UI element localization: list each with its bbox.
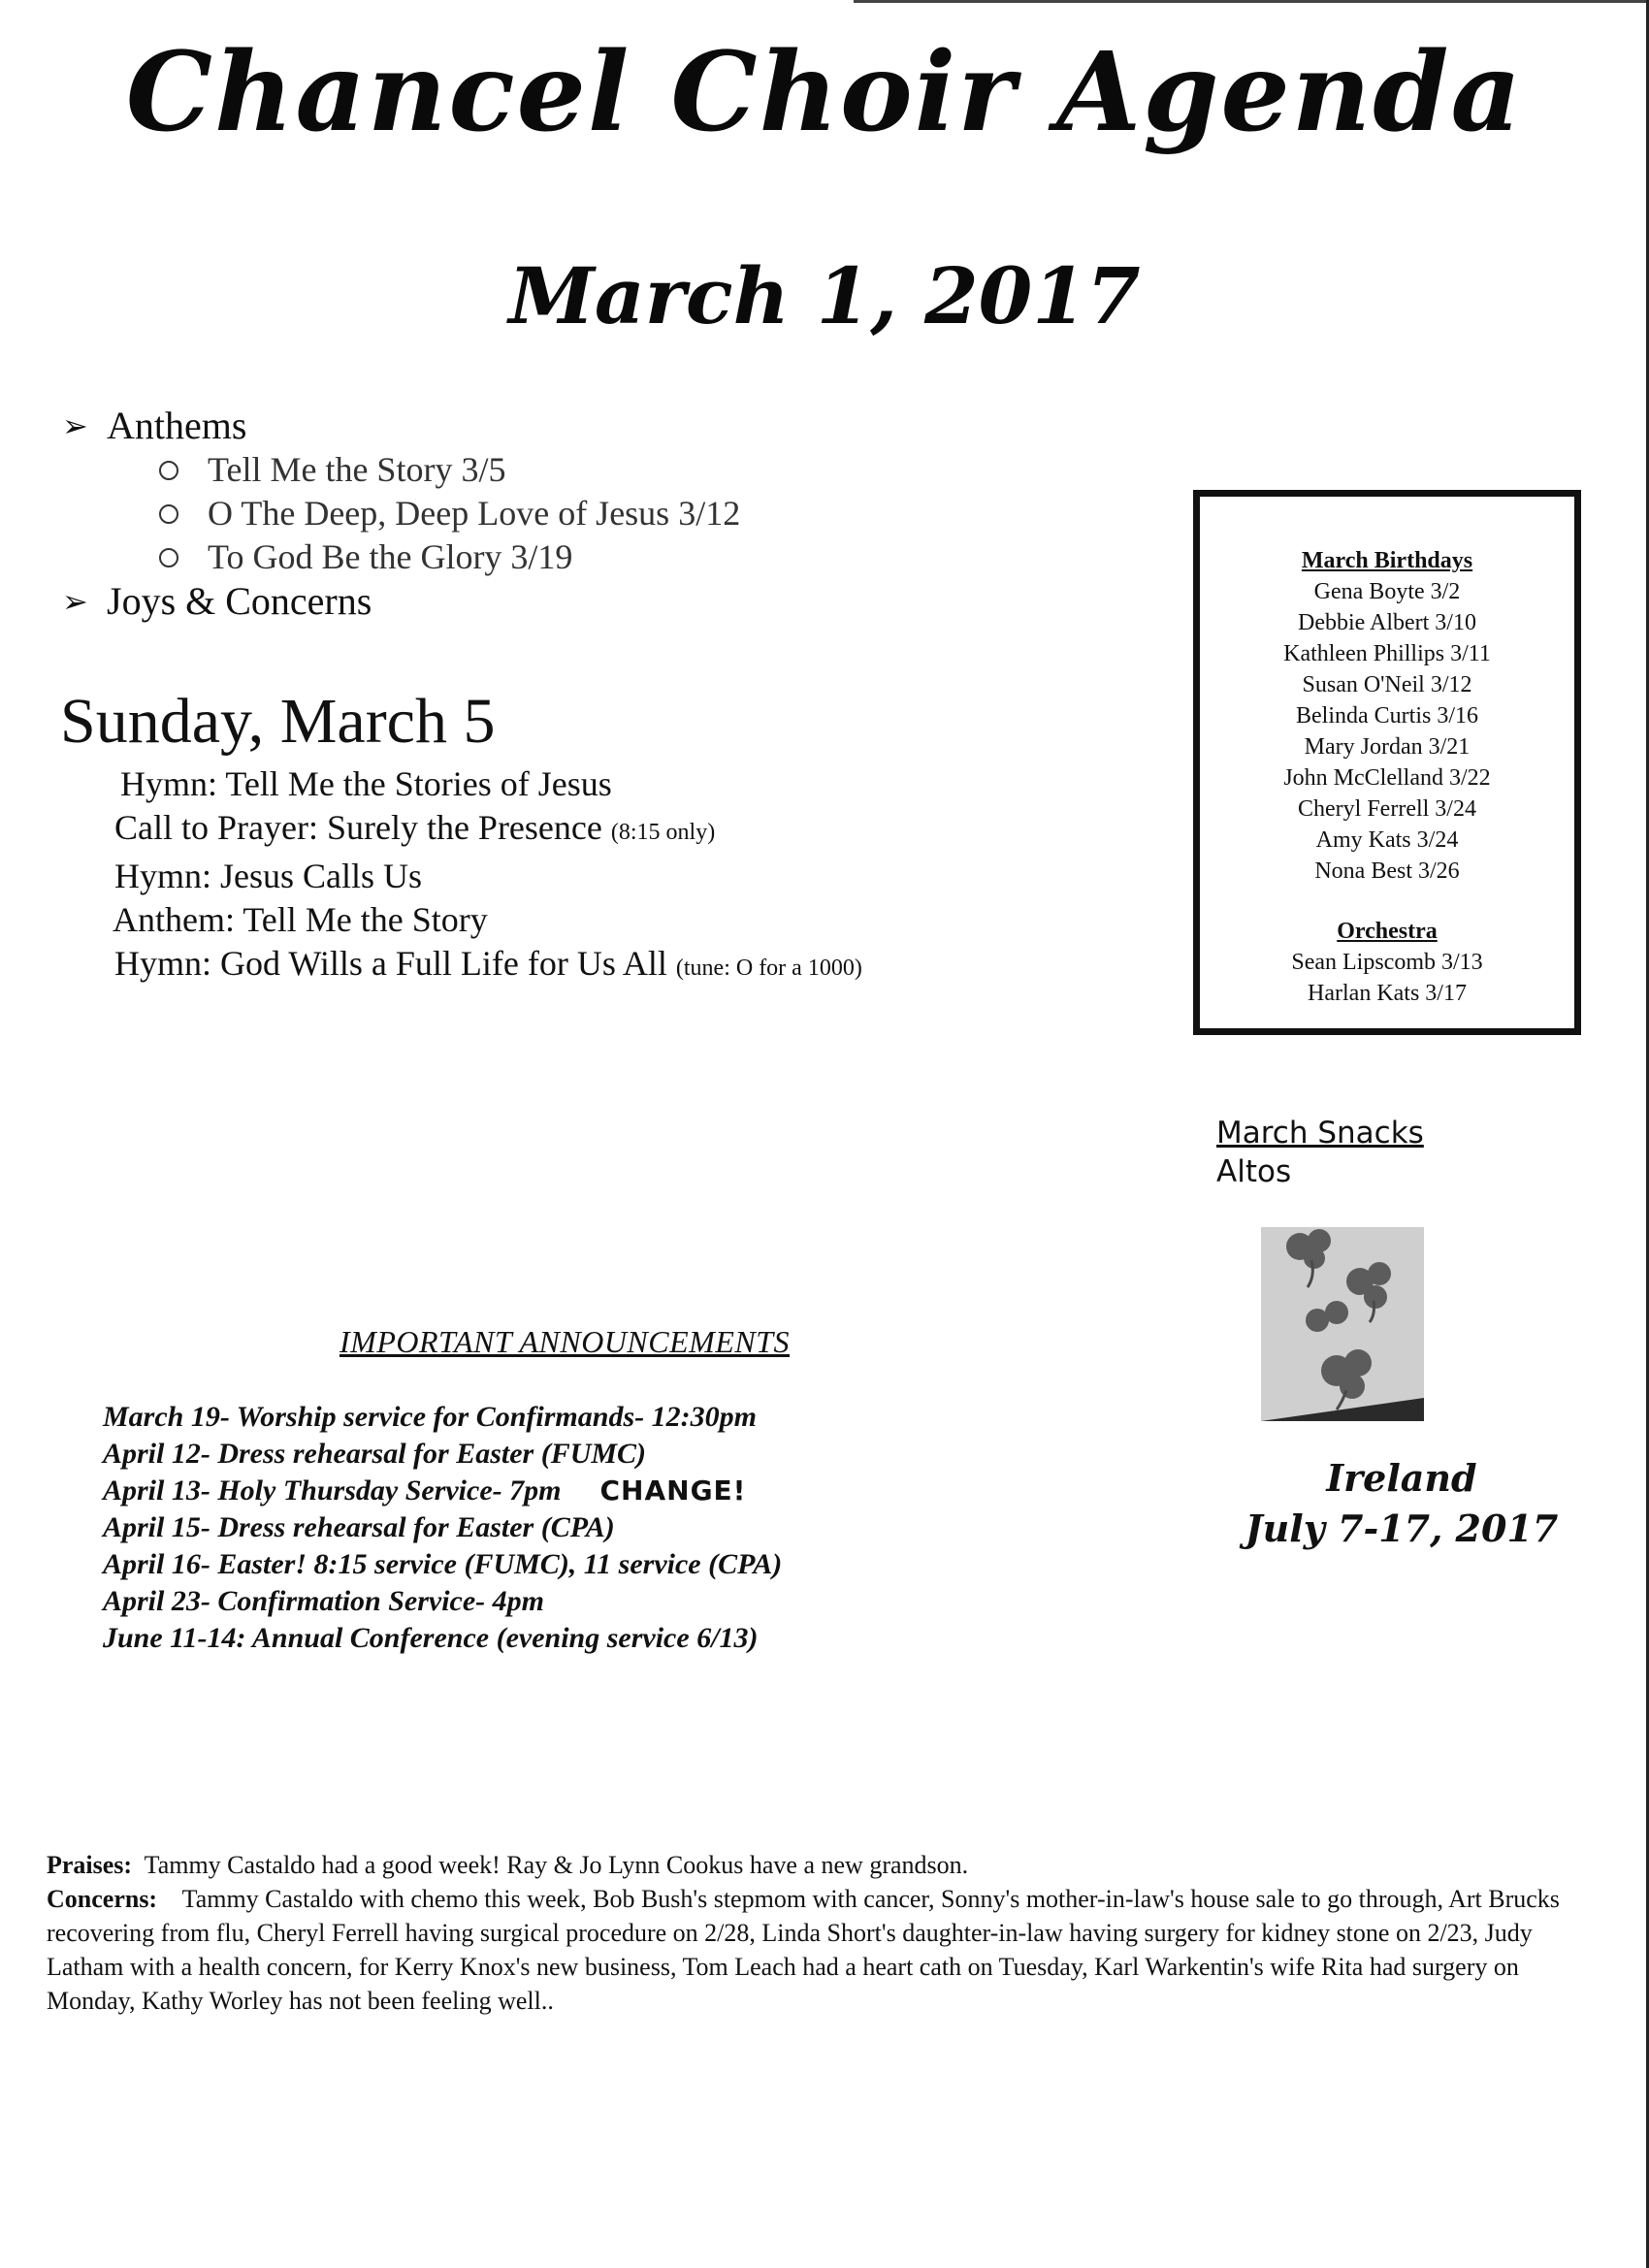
snacks-heading: March Snacks — [1216, 1116, 1424, 1150]
birthdays-box — [1193, 490, 1581, 1035]
snacks-block — [1216, 1114, 1424, 1191]
birthday-item: Amy Kats 3/24 — [1315, 827, 1459, 853]
announcements-heading: IMPORTANT ANNOUNCEMENTS — [340, 1324, 790, 1359]
anthems-list — [62, 448, 1129, 579]
service-line — [114, 942, 1084, 990]
arrow-bullet-icon: ➢ — [62, 408, 88, 443]
service-line-text: Call to Prayer: Surely the Presence — [114, 808, 611, 847]
praises-text: Tammy Castaldo had a good week! Ray & Jo Lynn Cookus have a new grandson. — [144, 1851, 969, 1879]
service-line — [114, 855, 1084, 898]
service-line — [114, 806, 1084, 855]
praises-label: Praises: — [47, 1851, 133, 1879]
birthdays-heading: March Birthdays — [1301, 548, 1473, 573]
circle-bullet-icon — [159, 461, 178, 480]
birthday-item: Kathleen Phillips 3/11 — [1283, 641, 1491, 666]
birthday-item: Debbie Albert 3/10 — [1298, 610, 1476, 635]
shamrock-image — [1261, 1227, 1424, 1421]
praises-paragraph — [47, 1848, 1560, 1882]
service-line-text: Hymn: Jesus Calls Us — [114, 857, 423, 895]
anthems-label: Anthems — [107, 404, 247, 447]
announcement-text: April 16- Easter! 8:15 service (FUMC), 11 service (CPA) — [103, 1548, 783, 1580]
snacks-group: Altos — [1216, 1154, 1292, 1189]
birthday-item: Cheryl Ferrell 3/24 — [1298, 796, 1476, 822]
concerns-label: Concerns: — [47, 1885, 158, 1913]
anthem-text: Tell Me the Story 3/5 — [208, 450, 506, 489]
page-edge-top — [854, 0, 1649, 3]
birthday-item: Mary Jordan 3/21 — [1304, 734, 1471, 760]
birthday-item: John McClelland 3/22 — [1283, 765, 1491, 791]
concerns-paragraph — [47, 1882, 1560, 2018]
announcement-text: April 15- Dress rehearsal for Easter (CPA) — [103, 1511, 615, 1543]
service-line — [113, 898, 1084, 942]
announcement-item — [103, 1473, 976, 1509]
service-line-note: (tune: O for a 1000) — [675, 956, 862, 981]
service-line-note: (8:15 only) — [610, 820, 716, 845]
birthday-item: Gena Boyte 3/2 — [1313, 579, 1461, 604]
page-title: Chancel Choir Agenda — [125, 29, 1524, 156]
announcement-item — [103, 1583, 976, 1620]
ireland-dates: July 7-17, 2017 — [1245, 1507, 1559, 1550]
announcement-text: April 13- Holy Thursday Service- 7pm — [103, 1474, 562, 1507]
announcements-list — [103, 1399, 976, 1657]
agenda-date: March 1, 2017 — [508, 250, 1141, 341]
orchestra-heading: Orchestra — [1337, 919, 1438, 944]
ireland-trip — [1203, 1453, 1600, 1554]
service-line-text: Anthem: Tell Me the Story — [113, 900, 488, 939]
anthem-text: To God Be the Glory 3/19 — [208, 537, 573, 576]
joys-item — [62, 579, 1129, 624]
announcement-item — [103, 1546, 976, 1583]
agenda-list — [62, 404, 1129, 624]
announcement-text: April 23- Confirmation Service- 4pm — [103, 1585, 545, 1617]
service-heading: Sunday, March 5 — [60, 686, 496, 757]
anthem-text: O The Deep, Deep Love of Jesus 3/12 — [208, 494, 741, 533]
joys-label: Joys & Concerns — [107, 579, 372, 623]
announcement-text: March 19- Worship service for Confirmands- 12:30pm — [103, 1401, 757, 1433]
announcement-item — [103, 1509, 976, 1546]
announcement-item — [103, 1436, 976, 1473]
circle-bullet-icon — [159, 548, 178, 567]
announcement-item — [103, 1399, 976, 1436]
orchestra-item: Harlan Kats 3/17 — [1308, 981, 1467, 1006]
anthem-item — [159, 535, 1129, 579]
birthday-item: Susan O'Neil 3/12 — [1302, 672, 1472, 697]
announcement-item — [103, 1620, 976, 1657]
birthday-item: Belinda Curtis 3/16 — [1296, 703, 1478, 729]
service-line — [120, 762, 1084, 806]
prayer-requests — [47, 1848, 1560, 2018]
circle-bullet-icon — [159, 504, 178, 524]
arrow-bullet-icon: ➢ — [62, 584, 88, 619]
birthday-item: Nona Best 3/26 — [1314, 859, 1460, 884]
service-line-text: Hymn: Tell Me the Stories of Jesus — [120, 764, 612, 803]
concerns-text: Tammy Castaldo with chemo this week, Bob Bush's stepmom with cancer, Sonny's mother-in-law's house sale to go through, Art Brucks recovering from flu, Cheryl Ferrell having surgical procedure on 2/28, Linda Short's daughter-in-law having surgery for kidney stone on 2/23, Judy Latham with a health concern, for Kerry Knox's new business, Tom Leach had a heart cath on Tuesday, Karl Warkentin's wife Rita had surgery on Monday, Kathy Worley has not been feeling well.. — [47, 1885, 1560, 2015]
announcement-text: June 11-14: Annual Conference (evening service 6/13) — [103, 1622, 759, 1654]
orchestra-item: Sean Lipscomb 3/13 — [1291, 950, 1483, 975]
anthem-item — [159, 492, 1129, 535]
change-badge: CHANGE! — [599, 1474, 747, 1507]
service-order — [114, 762, 1084, 990]
anthem-item — [159, 448, 1129, 492]
service-line-text: Hymn: God Wills a Full Life for Us All — [114, 944, 676, 983]
ireland-title: Ireland — [1326, 1456, 1477, 1500]
anthems-item — [62, 404, 1129, 448]
announcement-text: April 12- Dress rehearsal for Easter (FUMC) — [103, 1438, 647, 1470]
